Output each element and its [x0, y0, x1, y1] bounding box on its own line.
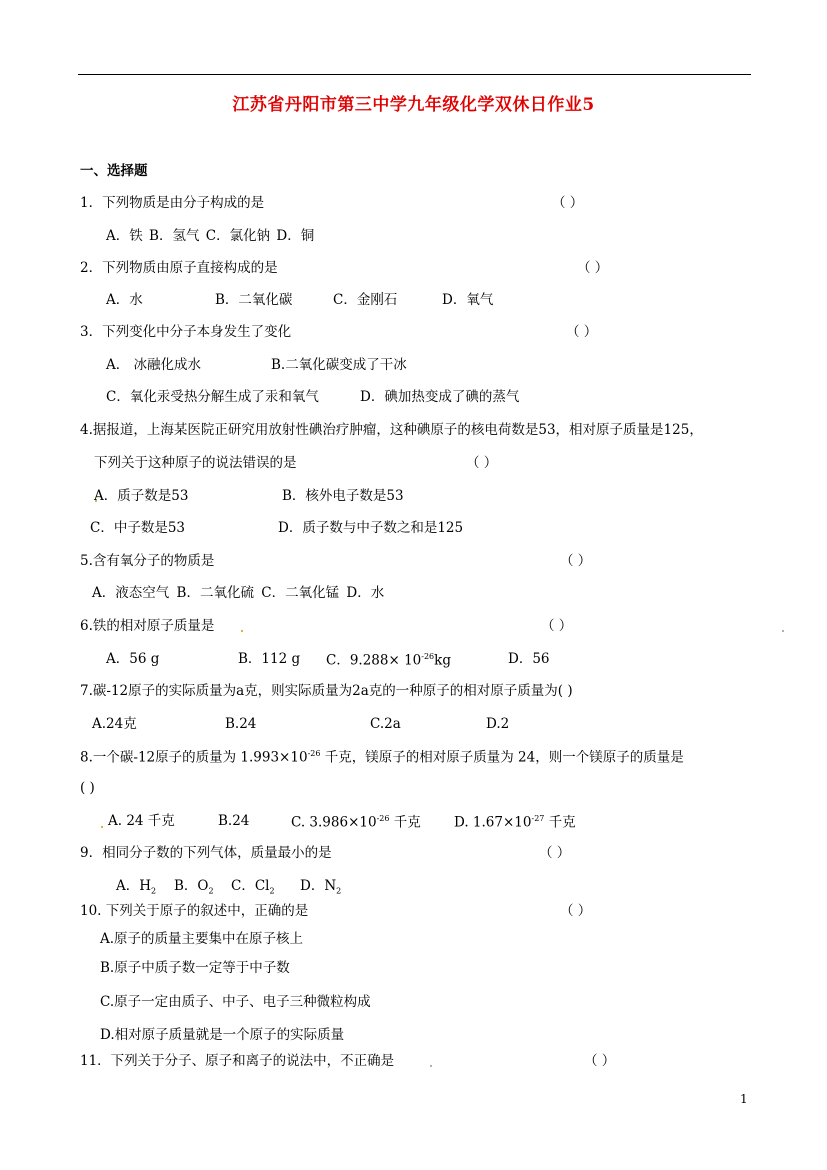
question-8-option-b: B.24: [218, 813, 250, 829]
section-heading: 一、选择题: [80, 163, 148, 179]
question-11-stem: 11．下列关于分子、原子和离子的说法中，不正确是: [80, 1053, 395, 1069]
question-9-answer-blank[interactable]: （ ）: [539, 845, 571, 861]
stray-mark: [101, 826, 103, 828]
question-10-option-a: A.原子的质量主要集中在原子核上: [100, 931, 304, 947]
question-6-answer-blank[interactable]: （ ）: [541, 618, 573, 634]
question-10-option-c: C.原子一定由质子、中子、电子三种微粒构成: [100, 994, 371, 1010]
question-2-stem: 2．下列物质由原子直接构成的是: [80, 260, 278, 276]
question-3-answer-blank[interactable]: （ ）: [566, 324, 598, 340]
question-4-option-b: B．核外电子数是53: [282, 488, 404, 504]
stray-mark: [430, 1065, 432, 1067]
question-1-stem: 1．下列物质是由分子构成的是: [80, 195, 265, 211]
question-4-stem-line1: 4.据报道，上海某医院正研究用放射性碘治疗肿瘤，这种碘原子的核电荷数是53，相对原子质量是125，: [80, 422, 703, 438]
header-rule: [78, 74, 751, 75]
question-10-answer-blank[interactable]: （ ）: [560, 903, 592, 919]
page-number: 1: [740, 1092, 748, 1106]
question-10-stem: 10. 下列关于原子的叙述中，正确的是: [80, 903, 309, 919]
question-4-option-d: D．质子数与中子数之和是125: [278, 520, 464, 536]
question-3-option-a: A． 冰融化成水: [106, 357, 202, 373]
stray-mark: [782, 630, 784, 632]
question-6-option-b: B．112 g: [238, 651, 301, 667]
question-9-option-d: D．$N_2$: [300, 878, 342, 896]
question-7-option-c: C.2a: [370, 716, 401, 732]
question-3-option-d: D．碘加热变成了碘的蒸气: [360, 389, 520, 405]
page-title: 江苏省丹阳市第三中学九年级化学双休日作业5: [232, 95, 595, 115]
question-2-option-c: C．金刚石: [333, 292, 398, 308]
question-10-option-d: D.相对原子质量就是一个原子的实际质量: [100, 1027, 345, 1043]
question-8-stem: 8.一个碳-12原子的质量为 $1.993\times 10^{-26}$ 千克，镁原子的相对原子质量为 24，则一个镁原子的质量是: [80, 749, 684, 766]
stray-mark: [241, 630, 243, 632]
question-8-option-a: A. 24 千克: [108, 813, 175, 829]
question-4-answer-blank[interactable]: （ ）: [466, 455, 498, 471]
question-4-option-c: C．中子数是53: [90, 520, 186, 536]
question-11-answer-blank[interactable]: （ ）: [584, 1053, 616, 1069]
question-8-option-c: C. $3.986\times 10^{-26}$ 千克: [291, 814, 421, 831]
question-10-option-b: B.原子中质子数一定等于中子数: [100, 960, 290, 976]
question-5-options: A．液态空气 B．二氧化硫 C．二氧化锰 D．水: [92, 585, 385, 601]
question-6-option-d: D．56: [508, 651, 550, 667]
question-9-option-a: A．$H_2$: [116, 878, 157, 896]
question-7-option-a: A.24克: [92, 716, 137, 732]
question-5-stem: 5.含有氧分子的物质是: [80, 553, 215, 569]
question-5-answer-blank[interactable]: （ ）: [560, 553, 592, 569]
question-9-option-b: B．$O_2$: [174, 878, 214, 896]
question-2-option-d: D．氧气: [442, 292, 494, 308]
question-6-option-c: C．$9.288\times 10^{-26}kg$: [326, 652, 451, 669]
question-2-option-b: B．二氧化碳: [215, 292, 293, 308]
question-4-option-a: A．质子数是53: [94, 488, 189, 504]
question-8-option-d: D. $1.67\times 10^{-27}$ 千克: [454, 814, 576, 831]
question-3-stem: 3．下列变化中分子本身发生了变化: [80, 324, 292, 340]
question-9-option-c: C．$Cl_2$: [231, 878, 275, 896]
question-6-stem: 6.铁的相对原子质量是: [80, 618, 215, 634]
question-9-stem: 9．相同分子数的下列气体，质量最小的是: [80, 845, 332, 861]
question-3-option-c: C．氧化汞受热分解生成了汞和氧气: [106, 389, 319, 405]
question-7-option-b: B.24: [225, 716, 257, 732]
question-6-option-a: A．56 g: [106, 651, 160, 667]
question-7-stem: 7.碳-12原子的实际质量为a克，则实际质量为2a克的一种原子的相对原子质量为( ): [80, 683, 573, 699]
question-2-option-a: A．水: [106, 292, 143, 308]
question-4-stem-line2: 下列关于这种原子的说法错误的是: [94, 455, 297, 471]
question-1-options: A．铁 B．氢气 C．氯化钠 D．铜: [106, 228, 315, 244]
question-7-option-d: D.2: [486, 716, 510, 732]
question-1-answer-blank[interactable]: （ ）: [552, 195, 584, 211]
question-2-answer-blank[interactable]: （ ）: [577, 260, 609, 276]
question-8-answer-blank[interactable]: ( ): [80, 780, 95, 796]
question-3-option-b: B.二氧化碳变成了干冰: [271, 357, 407, 373]
